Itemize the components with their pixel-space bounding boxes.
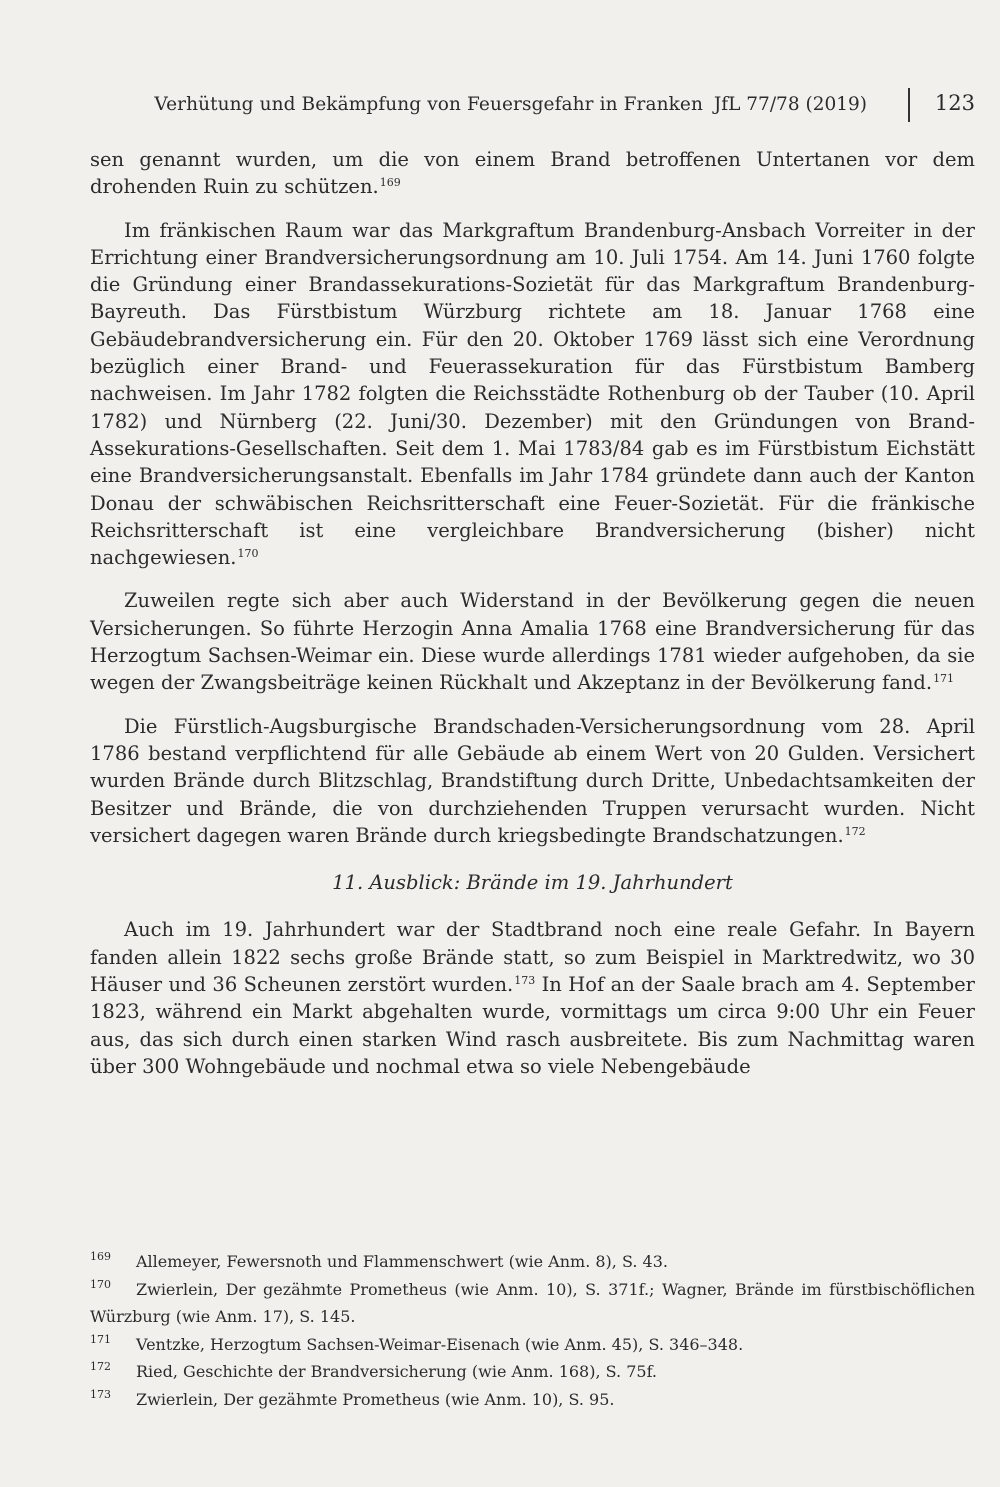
footnote-text: Allemeyer, Fewersnoth und Flammenschwert (wie Anm. 8), S. 43. — [136, 1252, 668, 1271]
footnote-text: Ried, Geschichte der Brandversicherung (wie Anm. 168), S. 75f. — [136, 1362, 658, 1381]
paragraph-5 — [90, 916, 975, 1080]
paragraph-5-text-b: In Hof an der Saale brach am 4. September 1823, während ein Markt abgehalten wurde, vormittags um circa 9:00 Uhr ein Feuer aus, das sich durch einen starken Wind rasch ausbreitete. Bis zum Nachmittag waren über 300 Wohngebäude und nochmal etwa so viele Nebengebäude — [90, 973, 975, 1078]
paragraph-3 — [90, 587, 975, 696]
paragraph-2-text: Im fränkischen Raum war das Markgraftum Brandenburg-Ansbach Vorreiter in der Errichtung einer Brandversicherungsordnung am 10. Juli 1754. Am 14. Juni 1760 folgte die Gründung einer Brandassekurations-Sozietät für das Markgraftum Brandenburg-Bayreuth. Das Fürstbistum Würzburg richtete am 18. Januar 1768 eine Gebäudebrandversicherung ein. Für den 20. Oktober 1769 lässt sich eine Verordnung bezüglich einer Brand- und Feuerassekuration für das Fürstbistum Bamberg nachweisen. Im Jahr 1782 folgten die Reichsstädte Rothenburg ob der Tauber (10. April 1782) und Nürnberg (22. Juni/30. Dezember) mit den Gründungen von Brand-Assekurations-Gesellschaften. Seit dem 1. Mai 1783/84 gab es im Fürstbistum Eichstätt eine Brandversicherungsanstalt. Ebenfalls im Jahr 1784 gründete dann auch der Kanton Donau der schwäbischen Reichsritterschaft eine Feuer-Sozietät. Für die fränkische Reichsritterschaft ist eine vergleichbare Brandversicherung (bisher) nicht nachgewiesen. — [90, 218, 975, 570]
main-text — [90, 146, 975, 1080]
page-number: 123 — [934, 91, 975, 115]
footnote-170 — [90, 1276, 975, 1331]
footnote-ref-172[interactable]: 172 — [844, 824, 866, 838]
footnote-text: Zwierlein, Der gezähmte Prometheus (wie Anm. 10), S. 371f.; Wagner, Brände im fürstbischöflichen Würzburg (wie Anm. 17), S. 145. — [90, 1279, 975, 1326]
paragraph-5-text-a: Auch im 19. Jahrhundert war der Stadtbrand noch eine reale Gefahr. In Bayern fanden allein 1822 sechs große Brände statt, so zum Beispiel in Marktredwitz, wo 30 Häuser und 36 Scheunen zerstört wurden. — [90, 918, 975, 997]
footnote-ref-170[interactable]: 170 — [237, 547, 259, 561]
header-divider — [908, 88, 910, 122]
running-title: Verhütung und Bekämpfung von Feuersgefahr in Franken — [154, 94, 703, 115]
paragraph-1-text: sen genannt wurden, um die von einem Brand betroffenen Untertanen vor dem drohenden Ruin zu schützen. — [90, 148, 975, 199]
paragraph-4-text: Die Fürstlich-Augsburgische Brandschaden-Versicherungsordnung vom 28. April 1786 bestand verpflichtend für alle Gebäude ab einem Wert von 20 Gulden. Versichert wurden Brände durch Blitzschlag, Brandstiftung durch Dritte, Unbedachtsamkeiten der Besitzer und Brände, die von durchziehenden Truppen verursacht wurden. Nicht versichert dagegen waren Brände durch kriegsbedingte Brandschatzungen. — [90, 714, 975, 847]
paragraph-2 — [90, 217, 975, 572]
footnote-text: Ventzke, Herzogtum Sachsen-Weimar-Eisenach (wie Anm. 45), S. 346–348. — [136, 1334, 744, 1354]
journal-reference: JfL 77/78 (2019) — [713, 94, 867, 115]
footnote-ref-173[interactable]: 173 — [514, 974, 536, 988]
footnote-number: 170 — [90, 1277, 111, 1291]
paragraph-3-text: Zuweilen regte sich aber auch Widerstand in der Bevölkerung gegen die neuen Versicherungen. So führte Herzogin Anna Amalia 1768 eine Brandversicherung für das Herzogtum Sachsen-Weimar ein. Diese wurde allerdings 1781 wieder aufgehoben, da sie wegen der Zwangsbeiträge keinen Rückhalt und Akzeptanz in der Bevölkerung fand. — [90, 589, 975, 695]
paragraph-1 — [90, 146, 975, 201]
footnote-172 — [90, 1358, 975, 1386]
footnote-169 — [90, 1248, 975, 1276]
footnote-number: 172 — [90, 1360, 111, 1373]
footnotes — [90, 1248, 975, 1413]
footnote-number: 173 — [90, 1387, 111, 1401]
footnote-number: 169 — [90, 1250, 111, 1263]
paragraph-4 — [90, 713, 975, 849]
footnote-ref-171[interactable]: 171 — [933, 672, 955, 686]
footnote-173 — [90, 1386, 975, 1414]
footnote-171 — [90, 1331, 975, 1359]
footnote-text: Zwierlein, Der gezähmte Prometheus (wie Anm. 10), S. 95. — [136, 1389, 615, 1409]
running-header — [0, 86, 975, 122]
footnote-number: 171 — [90, 1332, 111, 1346]
footnote-ref-169[interactable]: 169 — [379, 176, 401, 190]
section-heading: 11. Ausblick: Brände im 19. Jahrhundert — [332, 871, 733, 895]
